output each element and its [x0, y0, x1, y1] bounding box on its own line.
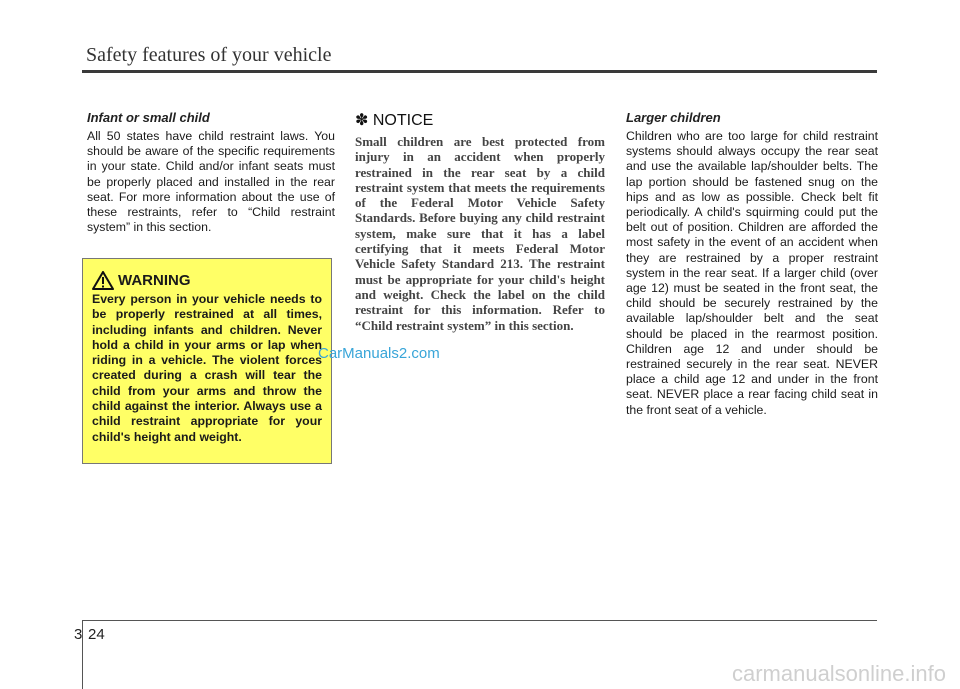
warning-body: Every person in your vehicle needs to be properly restrained at all times, including infants and children. Never hold a child in your arms or lap when riding in a vehicle. The violent forces created during a crash will tear the child from your arms and throw the child against the interior. Always use a child restraint appropriate for your child's height and weight.: [92, 292, 322, 444]
right-column: [626, 110, 878, 418]
left-column: [87, 110, 335, 235]
chapter-number: 3: [74, 626, 83, 643]
page-number: 24: [88, 626, 105, 643]
warning-box: [82, 258, 332, 464]
page-header-title: Safety features of your vehicle: [86, 44, 332, 66]
footer-rule: [82, 620, 877, 621]
warning-header: [92, 271, 322, 290]
larger-children-subhead: Larger children: [626, 110, 721, 125]
warning-triangle-icon: [92, 271, 114, 290]
infant-body: All 50 states have child restraint laws. You should be aware of the specific requirements in your state. Child and/or infant seats must be properly placed and installed in the rear seat. For more information about the use of these restraints, refer to “Child restraint system” in this section.: [87, 129, 335, 235]
header-rule: [82, 70, 877, 73]
carmanuals-watermark: CarManuals2.com: [318, 345, 440, 362]
warning-title: WARNING: [118, 272, 191, 289]
site-watermark: carmanualsonline.info: [731, 661, 946, 686]
middle-column: [355, 110, 605, 333]
larger-children-body: Children who are too large for child restraint systems should always occupy the rear seat and use the available lap/shoulder belts. The lap portion should be fastened snug on the hips and as low as possible. Check belt fit periodically. A child's squirming could put the belt out of position. Children are afforded the most safety in the event of an accident when they are restrained by a proper restraint system in the rear seat. If a larger child (over age 12) must be seated in the front seat, the child should be securely restrained by the available lap/shoulder belt and the seat should be placed in the rearmost position. Children age 12 and under should be restrained securely in the rear seat. NEVER place a child age 12 and under in the front seat. NEVER place a rear facing child seat in the front seat of a vehicle.: [626, 129, 878, 417]
notice-body: Small children are best protected from injury in an accident when properly restrained in the rear seat by a child restraint system that meets the requirements of the Federal Motor Vehicle Safety Standards. Before buying any child restraint system, make sure that it has a label certifying that it meets Federal Motor Vehicle Safety Standard 213. The restraint must be appropriate for your child's height and weight. Check the label on the child restraint for this information. Refer to “Child restraint system” in this section.: [355, 134, 605, 333]
notice-title: ✽ NOTICE: [355, 112, 434, 129]
infant-subhead: Infant or small child: [87, 110, 210, 125]
